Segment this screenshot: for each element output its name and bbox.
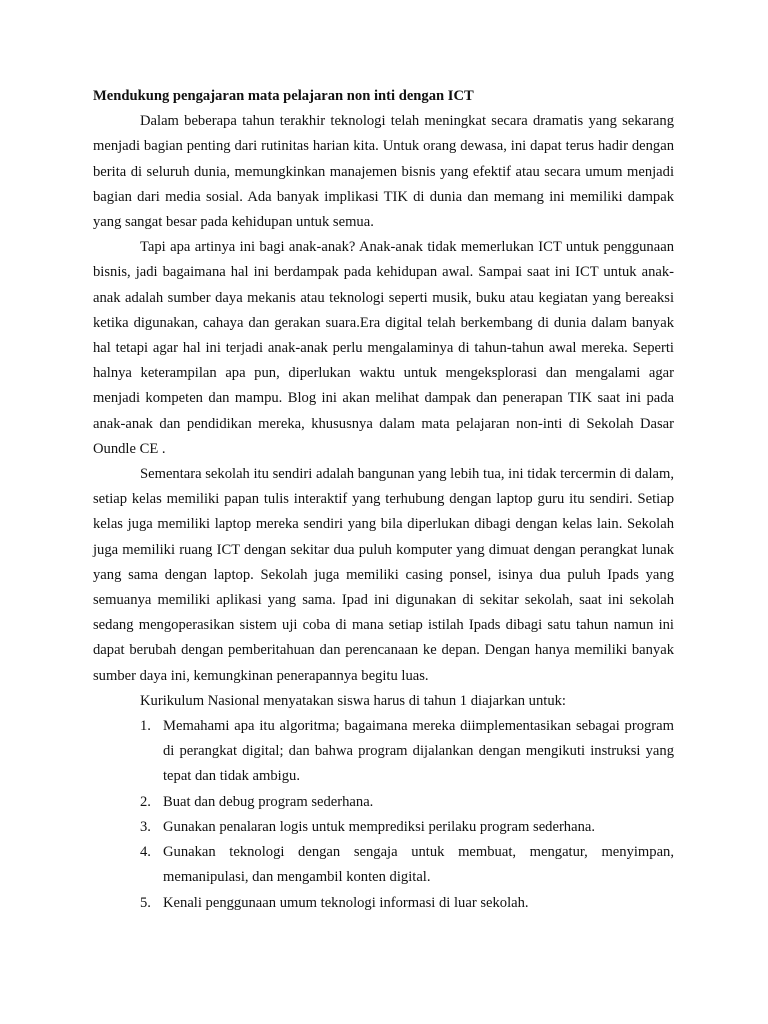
list-number: 3. [140,818,151,835]
list-number: 2. [140,793,151,810]
paragraph-children: Tapi apa artinya ini bagi anak-anak? Anak-anak tidak memerlukan ICT untuk penggunaan bisnis, jadi bagaimana hal ini berdampak pada kehidupan awal. Sampai saat ini ICT untuk anak-anak adalah sumber daya mekanis atau teknologi seperti musik, buku atau kegiatan yang bereaksi ketika digunakan, cahaya dan gerakan suara.Era digital telah berkembang di dunia dalam banyak hal tetapi agar hal ini terjadi anak-anak perlu mengalaminya di tahun-tahun awal mereka. Seperti halnya keterampilan apa pun, diperlukan waktu untuk mengeksplorasi dan mengalami agar menjadi kompeten dan mampu. Blog ini akan melihat dampak dan penerapan TIK saat ini pada anak-anak dan pendidikan mereka, khususnya dalam mata pelajaran non-inti di Sekolah Dasar Oundle CE . [93,239,674,457]
list-item [93,891,674,916]
list-item [93,714,674,790]
list-text: Memahami apa itu algoritma; bagaimana mereka diimplementasikan sebagai program di perangkat digital; dan bahwa program dijalankan dengan mengikuti instruksi yang tepat dan tidak ambigu. [163,718,674,785]
list-item [93,790,674,815]
list-item [93,815,674,840]
paragraph-intro: Dalam beberapa tahun terakhir teknologi telah meningkat secara dramatis yang sekarang menjadi bagian penting dari rutinitas harian kita. Untuk orang dewasa, ini dapat terus hadir dengan berita di seluruh dunia, memungkinkan manajemen bisnis yang efektif atau secara umum menjadi bagian dari media sosial. Ada banyak implikasi TIK di dunia dan memang ini memiliki dampak yang sangat besar pada kehidupan untuk semua. [93,113,674,231]
list-text: Gunakan teknologi dengan sengaja untuk membuat, mengatur, menyimpan, memanipulasi, dan mengambil konten digital. [163,844,674,886]
paragraph-school: Sementara sekolah itu sendiri adalah bangunan yang lebih tua, ini tidak tercermin di dalam, setiap kelas memiliki papan tulis interaktif yang terhubung dengan laptop guru itu sendiri. Setiap kelas juga memiliki laptop mereka sendiri yang bila diperlukan dibagi dengan kelas lain. Sekolah juga memiliki ruang ICT dengan sekitar dua puluh komputer yang dimuat dengan perangkat lunak yang sama dengan laptop. Sekolah juga memiliki casing ponsel, isinya dua puluh Ipads yang semuanya memiliki aplikasi yang sama. Ipad ini digunakan di sekitar sekolah, saat ini sekolah sedang mengoperasikan sistem uji coba di mana setiap istilah Ipads dibagi satu tahun namun ini dapat berubah dengan pemberitahuan dan perencanaan ke depan. Dengan hanya memiliki banyak sumber daya ini, kemungkinan penerapannya begitu luas. [93,466,674,684]
list-text: Gunakan penalaran logis untuk memprediksi perilaku program sederhana. [163,818,595,835]
list-intro: Kurikulum Nasional menyatakan siswa harus di tahun 1 diajarkan untuk: [140,692,566,709]
list-text: Buat dan debug program sederhana. [163,793,374,810]
curriculum-list [93,714,674,916]
list-item [93,840,674,890]
document-title: Mendukung pengajaran mata pelajaran non inti dengan ICT [93,88,474,104]
list-number: 1. [140,718,151,735]
list-number: 5. [140,894,151,911]
document-page [93,84,674,916]
list-text: Kenali penggunaan umum teknologi informasi di luar sekolah. [163,894,529,911]
list-number: 4. [140,844,151,861]
